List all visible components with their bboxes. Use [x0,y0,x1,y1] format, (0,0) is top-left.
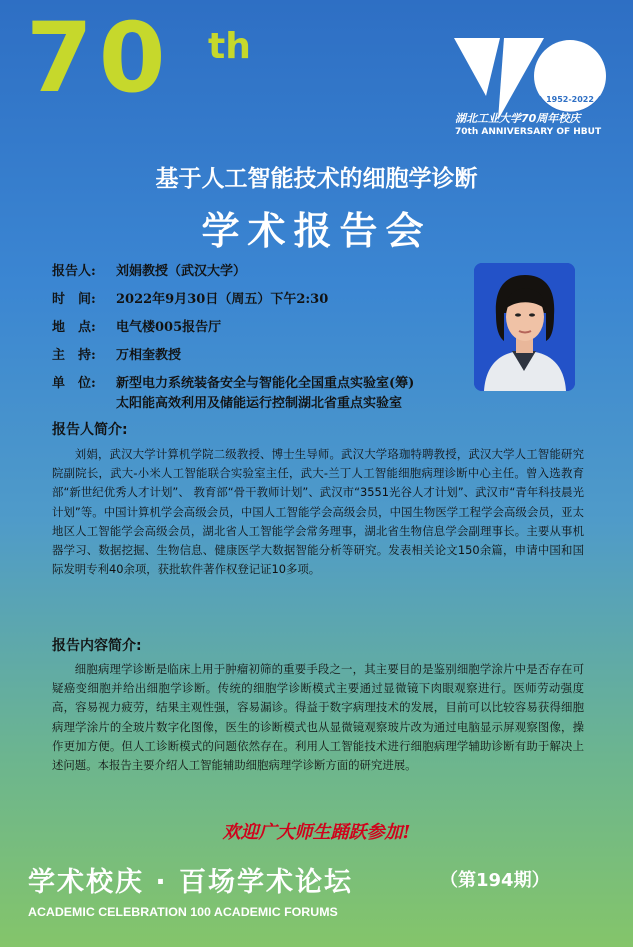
unit-row-2 [116,392,402,411]
host-value: 万相奎教授 [116,348,182,363]
speaker-value: 刘娟教授（武汉大学） [116,264,247,279]
anniversary-number: 70 [26,2,172,114]
anniversary-suffix: th [208,26,251,67]
logo-english-text: 70th ANNIVERSARY OF HBUT [455,127,602,137]
report-topic: 基于人工智能技术的细胞学诊断 [155,165,478,192]
unit-label: 单 位: [52,376,96,391]
speaker-label: 报告人: [52,264,96,279]
speaker-portrait-icon [474,263,575,391]
bio-text: 刘娟，武汉大学计算机学院二级教授、博士生导师。武汉大学珞珈特聘教授，武汉大学人工智能研究院副院长，武大-小米人工智能联合实验室主任，武大-兰丁人工智能细胞病理诊断中心主任。曾入选教育部“新世纪优秀人才计划”、 教育部“骨干教师计划”、武汉市“3551光谷人才计划”、武汉市“青年科技晨光计划”等。中国计算机学会高级会员，中国人工智能学会高级会员，中国生物医学工程学会高级会员，亚太地区人工智能学会高级会员，湖北省人工智能学会常务理事，湖北省生物信息学会副理事长。主要从事机器学习、数据挖掘、生物信息、健康医学大数据智能分析等研究。发表相关论文150余篇，申请中国和国际发明专利40余项，获批软件著作权登记证10多项。 [52,447,584,577]
place-label: 地 点: [52,320,96,335]
host-row [52,344,181,363]
forum-title: 学术校庆 · 百场学术论坛 [28,867,354,898]
speaker-photo [474,263,575,391]
logo-chinese-text: 湖北工业大学70周年校庆 [455,112,581,125]
speaker-row [52,260,246,279]
forum-title-english: ACADEMIC CELEBRATION 100 ACADEMIC FORUMS [28,905,338,919]
forum-issue: （第194期） [440,870,550,891]
unit-value-1: 新型电力系统装备安全与智能化全国重点实验室(筹) [116,376,415,391]
place-row [52,316,221,335]
logo-years: 1952-2022 [546,95,594,104]
welcome-message: 欢迎广大师生踊跃参加! [222,822,411,843]
unit-value-2: 太阳能高效利用及储能运行控制湖北省重点实验室 [116,396,403,411]
bio-heading: 报告人简介: [52,422,128,438]
unit-row [52,372,414,391]
host-label: 主 持: [52,348,96,363]
time-label: 时 间: [52,292,96,307]
place-value: 电气楼005报告厅 [116,320,222,335]
event-title: 学术报告会 [201,209,432,253]
abstract-heading: 报告内容简介: [52,638,142,654]
time-value: 2022年9月30日（周五）下午2:30 [116,292,329,307]
time-row [52,288,328,307]
abstract-text: 细胞病理学诊断是临床上用于肿瘤初筛的重要手段之一，其主要目的是鉴别细胞学涂片中是否存在可疑癌变细胞并给出细胞学诊断。传统的细胞学诊断模式主要通过显微镜下肉眼观察进行。医师劳动强度高，容易视力疲劳，结果主观性强，容易漏诊。得益于数字病理技术的发展，目前可以比较容易获得细胞病理学涂片的全玻片数字化图像，医生的诊断模式也从显微镜观察玻片改为通过电脑显示屏观察图像，操作更加方便。但人工诊断模式的问题依然存在。利用人工智能技术进行细胞病理学辅助诊断有助于解决上述问题。本报告主要介绍人工智能辅助细胞病理学诊断方面的研究进展。 [52,662,584,773]
